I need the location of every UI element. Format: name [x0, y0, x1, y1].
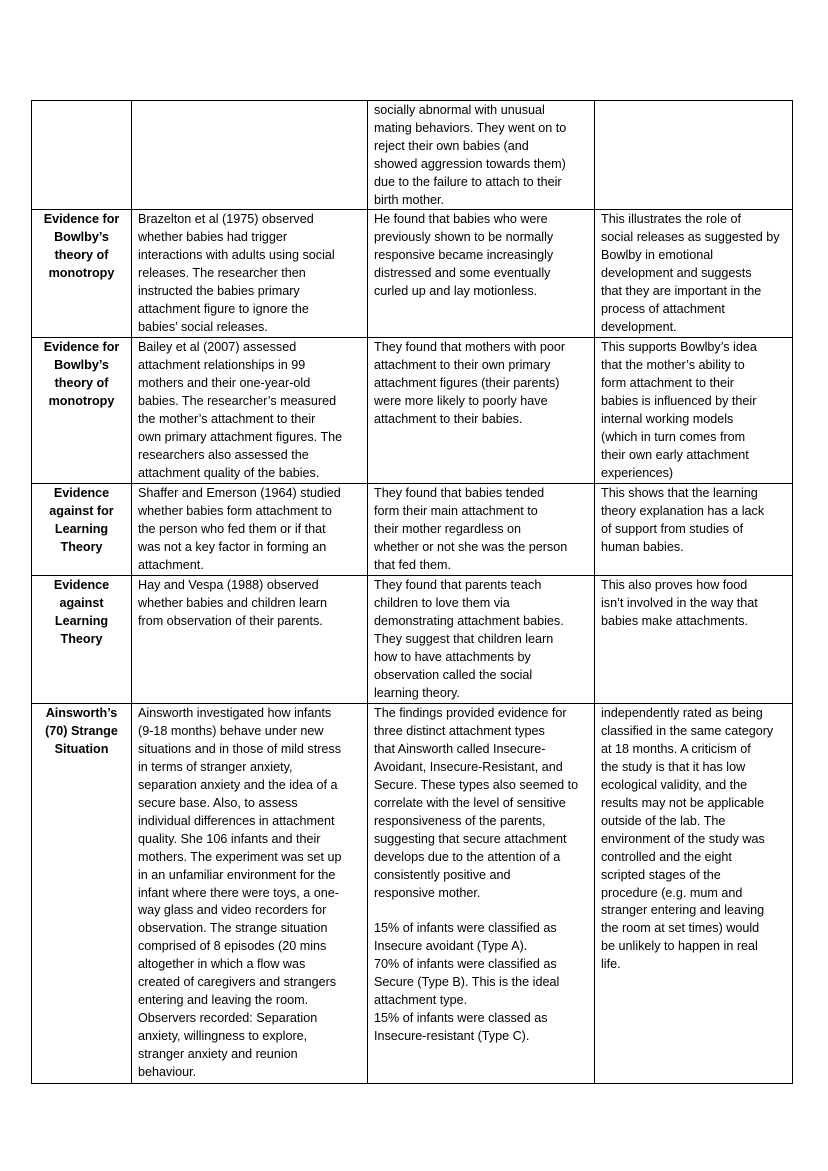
cell-text-line: social releases as suggested by: [601, 230, 780, 245]
cell-text-line: process of attachment: [601, 301, 725, 316]
cell-text-line: individual differences in attachment: [138, 813, 335, 828]
cell-text-line: monotropy: [48, 394, 115, 409]
cell-text-line: scripted stages of the: [601, 867, 721, 882]
table-row: [32, 210, 793, 338]
procedure-cell: [132, 338, 368, 484]
cell-text-line: theory of: [54, 376, 109, 391]
cell-text-line: behaviour.: [138, 1064, 197, 1079]
cell-text-line: curled up and lay motionless.: [374, 284, 538, 299]
cell-text-line: This supports Bowlby’s idea: [601, 340, 757, 355]
cell-text-line: in an unfamiliar environment for the: [138, 867, 336, 882]
cell-text-line: 70% of infants were classified as: [374, 957, 557, 972]
cell-text-line: suggesting that secure attachment: [374, 831, 567, 846]
cell-text-line: Ainsworth’s: [45, 706, 118, 721]
cell-text-line: procedure (e.g. mum and: [601, 885, 743, 900]
cell-text-line: learning theory.: [374, 685, 460, 700]
cell-text-line: whether babies form attachment to: [138, 504, 332, 519]
cell-text-line: He found that babies who were: [374, 212, 548, 227]
cell-text-line: Evidence for: [43, 212, 120, 227]
cell-text-line: attachment figure to ignore the: [138, 301, 309, 316]
cell-text-line: Situation: [54, 742, 109, 757]
cell-text-line: whether babies had trigger: [138, 230, 288, 245]
cell-text-line: Theory: [60, 540, 103, 555]
cell-text-line: babies’ social releases.: [138, 319, 268, 334]
cell-text-line: their mother regardless on: [374, 522, 521, 537]
cell-text-line: in terms of stranger anxiety,: [138, 760, 293, 775]
cell-text-line: separation anxiety and the idea of a: [138, 778, 338, 793]
cell-text-line: responsive became increasingly: [374, 248, 554, 263]
cell-text-line: They found that parents teach: [374, 578, 542, 593]
conclusion-cell: [595, 101, 793, 210]
cell-text-line: attachment.: [138, 558, 204, 573]
cell-text-line: stranger entering and leaving: [601, 903, 765, 918]
cell-text-line: previously shown to be normally: [374, 230, 554, 245]
cell-text-line: from observation of their parents.: [138, 614, 323, 629]
cell-text-line: Secure. These types also seemed to: [374, 778, 579, 793]
procedure-cell: [132, 484, 368, 576]
cell-text-line: against for: [49, 504, 114, 519]
procedure-cell: [132, 210, 368, 338]
conclusion-cell: [595, 704, 793, 1084]
conclusion-cell: [595, 210, 793, 338]
cell-text-line: Learning: [54, 614, 109, 629]
cell-text-line: infant where there were toys, a one-: [138, 885, 339, 900]
cell-text-line: (which in turn comes from: [601, 429, 746, 444]
cell-text-line: the study is that it has low: [601, 760, 746, 775]
topic-cell: [32, 704, 132, 1084]
cell-text-line: Theory: [60, 632, 103, 647]
cell-text-line: development and suggests: [601, 266, 752, 281]
cell-text-line: Ainsworth investigated how infants: [138, 706, 332, 721]
cell-text-line: Hay and Vespa (1988) observed: [138, 578, 319, 593]
cell-text-line: Insecure-resistant (Type C).: [374, 1028, 530, 1043]
cell-text-line: at 18 months. A criticism of: [601, 742, 751, 757]
cell-text-line: was not a key factor in forming an: [138, 540, 327, 555]
topic-cell: [32, 484, 132, 576]
procedure-cell: [132, 101, 368, 210]
cell-text-line: created of caregivers and strangers: [138, 975, 337, 990]
cell-text-line: babies make attachments.: [601, 614, 749, 629]
study-table-body: [32, 101, 793, 1084]
cell-text-line: children to love them via: [374, 596, 510, 611]
cell-text-line: way glass and video recorders for: [138, 903, 327, 918]
cell-text-line: observation. The strange situation: [138, 921, 328, 936]
findings-cell: [368, 576, 595, 704]
cell-text-line: 15% of infants were classed as: [374, 1010, 548, 1025]
cell-text-line: attachment figures (their parents): [374, 376, 560, 391]
procedure-cell: [132, 704, 368, 1084]
cell-text-line: of support from studies of: [601, 522, 744, 537]
cell-text-line: whether babies and children learn: [138, 596, 328, 611]
cell-text-line: secure base. Also, to assess: [138, 795, 298, 810]
cell-text-line: that Ainsworth called Insecure-: [374, 742, 546, 757]
cell-text-line: attachment relationships in 99: [138, 358, 306, 373]
cell-text-line: form their main attachment to: [374, 504, 538, 519]
findings-cell: [368, 484, 595, 576]
cell-text-line: Evidence for: [43, 340, 120, 355]
cell-text-line: (70) Strange: [45, 724, 118, 739]
cell-text-line: The findings provided evidence for: [374, 706, 567, 721]
cell-text-line: life.: [601, 957, 621, 972]
cell-text-line: classified in the same category: [601, 724, 774, 739]
cell-text-line: Avoidant, Insecure-Resistant, and: [374, 760, 563, 775]
cell-text-line: experiences): [601, 465, 674, 480]
cell-text-line: human babies.: [601, 540, 684, 555]
cell-text-line: three distinct attachment types: [374, 724, 545, 739]
cell-text-line: due to the failure to attach to their: [374, 174, 562, 189]
table-row: [32, 101, 793, 210]
cell-text-line: be unlikely to happen in real: [601, 939, 758, 954]
cell-text-line: showed aggression towards them): [374, 156, 566, 171]
cell-text-line: correlate with the level of sensitive: [374, 795, 566, 810]
cell-text-line: independently rated as being: [601, 706, 763, 721]
cell-text-line: Brazelton et al (1975) observed: [138, 212, 314, 227]
cell-text-line: environment of the study was: [601, 831, 765, 846]
cell-text-line: 15% of infants were classified as: [374, 921, 557, 936]
cell-text-line: Bowlby’s: [54, 230, 109, 245]
cell-text-line: comprised of 8 episodes (20 mins: [138, 939, 327, 954]
cell-text-line: development.: [601, 319, 677, 334]
cell-text-line: attachment type.: [374, 992, 468, 1007]
table-row: [32, 484, 793, 576]
cell-text-line: whether or not she was the person: [374, 540, 568, 555]
cell-text-line: mothers. The experiment was set up: [138, 849, 342, 864]
topic-cell: [32, 576, 132, 704]
findings-cell: [368, 338, 595, 484]
cell-text-line: This illustrates the role of: [601, 212, 741, 227]
cell-text-line: observation called the social: [374, 667, 533, 682]
topic-cell: [32, 210, 132, 338]
cell-text-line: controlled and the eight: [601, 849, 732, 864]
cell-text-line: Bowlby in emotional: [601, 248, 714, 263]
procedure-cell: [132, 576, 368, 704]
cell-text-line: (9-18 months) behave under new: [138, 724, 324, 739]
cell-text-line: responsiveness of the parents,: [374, 813, 546, 828]
cell-text-line: situations and in those of mild stress: [138, 742, 342, 757]
cell-text-line: outside of the lab. The: [601, 813, 726, 828]
cell-text-line: attachment quality of the babies.: [138, 465, 320, 480]
findings-cell: [368, 101, 595, 210]
cell-text-line: Insecure avoidant (Type A).: [374, 939, 528, 954]
cell-text-line: This shows that the learning: [601, 486, 758, 501]
cell-text-line: results may not be applicable: [601, 795, 765, 810]
conclusion-cell: [595, 576, 793, 704]
cell-text-line: altogether in which a flow was: [138, 957, 306, 972]
cell-text-line: their own early attachment: [601, 447, 749, 462]
cell-text-line: Evidence: [53, 486, 110, 501]
cell-text-line: socially abnormal with unusual: [374, 103, 545, 117]
cell-text-line: responsive mother.: [374, 885, 481, 900]
cell-text-line: ecological validity, and the: [601, 778, 748, 793]
cell-text-line: attachment to their babies.: [374, 412, 523, 427]
cell-text-line: quality. She 106 infants and their: [138, 831, 321, 846]
topic-cell: [32, 101, 132, 210]
findings-cell: [368, 704, 595, 1084]
conclusion-cell: [595, 338, 793, 484]
cell-text-line: theory of: [54, 248, 109, 263]
cell-text-line: This also proves how food: [601, 578, 748, 593]
cell-text-line: reject their own babies (and: [374, 138, 529, 153]
cell-text-line: attachment to their own primary: [374, 358, 551, 373]
cell-text-line: that fed them.: [374, 558, 452, 573]
cell-text-line: stranger anxiety and reunion: [138, 1046, 298, 1061]
cell-text-line: researchers also assessed the: [138, 447, 309, 462]
cell-text-line: against: [59, 596, 104, 611]
cell-text-line: Bowlby’s: [54, 358, 109, 373]
cell-text-line: the person who fed them or if that: [138, 522, 326, 537]
cell-text-line: own primary attachment figures. The: [138, 429, 343, 444]
cell-text-line: Secure (Type B). This is the ideal: [374, 975, 560, 990]
cell-text-line: monotropy: [48, 266, 115, 281]
cell-text-line: interactions with adults using social: [138, 248, 335, 263]
study-table: [31, 100, 793, 1084]
cell-text-line: consistently positive and: [374, 867, 511, 882]
cell-text-line: distressed and some eventually: [374, 266, 551, 281]
cell-text-line: Learning: [54, 522, 109, 537]
cell-text-line: were more likely to poorly have: [374, 394, 548, 409]
cell-text-line: mothers and their one-year-old: [138, 376, 311, 391]
cell-text-line: that they are important in the: [601, 284, 762, 299]
cell-text-line: birth mother.: [374, 192, 444, 207]
cell-text-line: They found that mothers with poor: [374, 340, 566, 355]
cell-text-line: develops due to the attention of a: [374, 849, 561, 864]
cell-text-line: the mother’s attachment to their: [138, 412, 316, 427]
cell-text-line: Bailey et al (2007) assessed: [138, 340, 297, 355]
paragraph-gap: [374, 902, 588, 920]
cell-text-line: demonstrating attachment babies.: [374, 614, 564, 629]
cell-text-line: They suggest that children learn: [374, 632, 554, 647]
cell-text-line: Observers recorded: Separation: [138, 1010, 318, 1025]
table-row: [32, 576, 793, 704]
cell-text-line: the room at set times) would: [601, 921, 760, 936]
cell-text-line: mating behaviors. They went on to: [374, 120, 567, 135]
cell-text-line: They found that babies tended: [374, 486, 545, 501]
cell-text-line: form attachment to their: [601, 376, 734, 391]
cell-text-line: anxiety, willingness to explore,: [138, 1028, 308, 1043]
cell-text-line: releases. The researcher then: [138, 266, 306, 281]
cell-text-line: entering and leaving the room.: [138, 992, 309, 1007]
cell-text-line: theory explanation has a lack: [601, 504, 765, 519]
cell-text-line: Evidence: [53, 578, 110, 593]
cell-text-line: babies is influenced by their: [601, 394, 757, 409]
cell-text-line: isn’t involved in the way that: [601, 596, 758, 611]
conclusion-cell: [595, 484, 793, 576]
cell-text-line: instructed the babies primary: [138, 284, 300, 299]
cell-text-line: how to have attachments by: [374, 650, 531, 665]
table-row: [32, 704, 793, 1084]
cell-text-line: babies. The researcher’s measured: [138, 394, 337, 409]
topic-cell: [32, 338, 132, 484]
findings-cell: [368, 210, 595, 338]
cell-text-line: that the mother’s ability to: [601, 358, 745, 373]
cell-text-line: internal working models: [601, 412, 734, 427]
table-row: [32, 338, 793, 484]
cell-text-line: Shaffer and Emerson (1964) studied: [138, 486, 341, 501]
